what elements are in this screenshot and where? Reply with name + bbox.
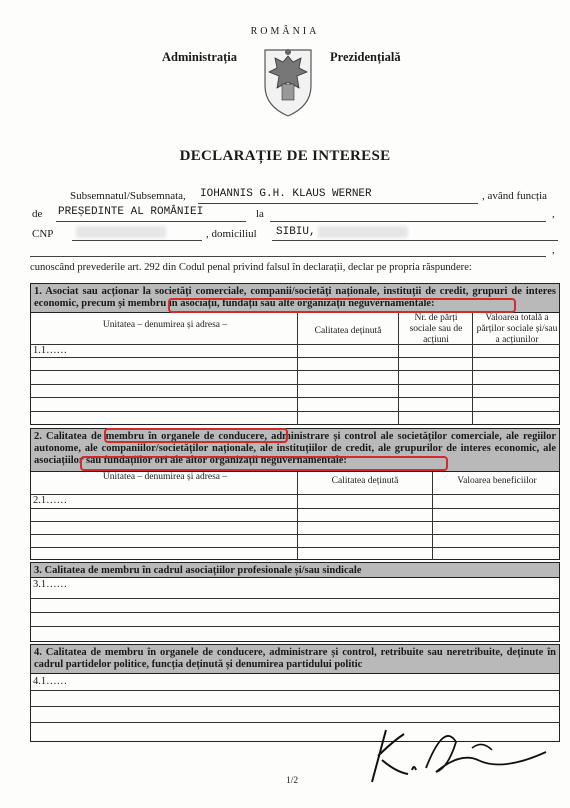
s3-row-line [30,612,560,613]
address-underline-2 [30,256,546,257]
s1-col-calitatea: Calitatea deținută [314,326,382,336]
comma-1: , [552,208,555,220]
coat-of-arms-icon [257,42,319,118]
institution-left: Administrația [162,50,237,64]
s1-col-divider-1 [297,313,298,425]
address-redacted [318,226,408,238]
s1-col-divider-3 [472,313,473,425]
s2-row-line [30,508,560,509]
s3-first-row: 3.1…… [33,579,68,590]
cnp-redacted [76,226,166,238]
signature-image [352,712,552,792]
s1-col-nr-parti: Nr. de părți sociale sau de acțiuni [409,313,463,345]
function-label: , având funcția [482,190,548,202]
highlight-membru-asociatii [168,298,516,313]
s2-row-line [30,521,560,522]
s1-row-line [30,397,560,398]
s1-first-row: 1.1…… [33,345,68,356]
section-3-heading: 3. Calitatea de membru în cadrul asociațiilor profesionale și/sau sindicale [30,562,560,578]
s3-row-line [30,598,560,599]
institution-right: Prezidențială [330,50,401,64]
de-label: de [32,208,43,220]
subsemnatul-label: Subsemnatul/Subsemnata, [70,190,186,202]
document-title: DECLARAȚIE DE INTERESE [179,148,391,164]
domiciliu-label: , domiciliul [206,228,257,240]
name-value: IOHANNIS G.H. KLAUS WERNER [200,188,372,200]
section-1-heading: 1. Asociat sau acționar la societăți comerciale, companii/societăți naționale, instituții de credit, grupuri de interes economic, precum și membru în asociații, fundații sau alte organizații neguvernamentale: [30,283,560,313]
s1-row-line [30,370,560,371]
s2-row-line [30,547,560,548]
section-3-table [30,578,560,642]
s1-row-line [30,357,560,358]
name-underline [198,203,478,204]
declaration-statement: cunoscând prevederile art. 292 din Codul penal privind falsul în declarații, declar pe propria răspundere: [30,262,472,273]
la-label: la [256,208,264,220]
s1-row-line [30,411,560,412]
function-value: PREȘEDINTE AL ROMÂNIEI [58,206,204,218]
s2-first-row: 2.1…… [33,495,68,506]
s4-first-row: 4.1…… [33,676,68,687]
s2-col-valoarea: Valoarea beneficiilor [457,476,537,486]
s2-row-line [30,494,560,495]
section-2-heading: 2. Calitatea de membru în organele de conducere, administrare și control ale societăților comerciale, ale regiilor autonome, ale companiilor/societăților naționale, ale instituțiilor de credit, ale grupurilor de interes economic, ale asociațiilor sau fundațiilor ori ale altor organizații neguvernamentale: [30,428,560,472]
s4-row-line [30,690,560,691]
s2-col-calitatea: Calitatea deținută [331,476,399,486]
highlight-asociatii-fundatii [80,456,448,471]
s2-row-line [30,534,560,535]
comma-2: , [552,244,555,256]
cnp-underline [72,240,202,241]
highlight-membru-conducere [104,428,288,443]
page-number: 1/2 [286,776,299,786]
s1-col-valoarea: Valoarea totală a părților sociale și/sau a acțiunilor [476,313,558,345]
function-underline [56,221,246,222]
s1-row-line [30,344,560,345]
s4-row-line [30,706,560,707]
s1-col-divider-2 [398,313,399,425]
domiciliu-value: SIBIU, [276,226,316,238]
s2-col-unitatea: Unitatea – denumirea și adresa – [102,472,228,482]
s3-row-line [30,626,560,627]
cnp-label: CNP [32,228,54,240]
country-name: ROMÂNIA [250,26,320,37]
la-underline [270,221,546,222]
s1-row-line [30,384,560,385]
section-4-heading: 4. Calitatea de membru în organele de conducere, administrare și control, retribuite sau neretribuite, deținute în cadrul partidelor politice, funcția deținută și denumirea partidului politic [30,644,560,674]
domiciliu-underline [272,240,558,241]
s1-col-unitatea: Unitatea – denumirea și adresa – [102,320,228,330]
